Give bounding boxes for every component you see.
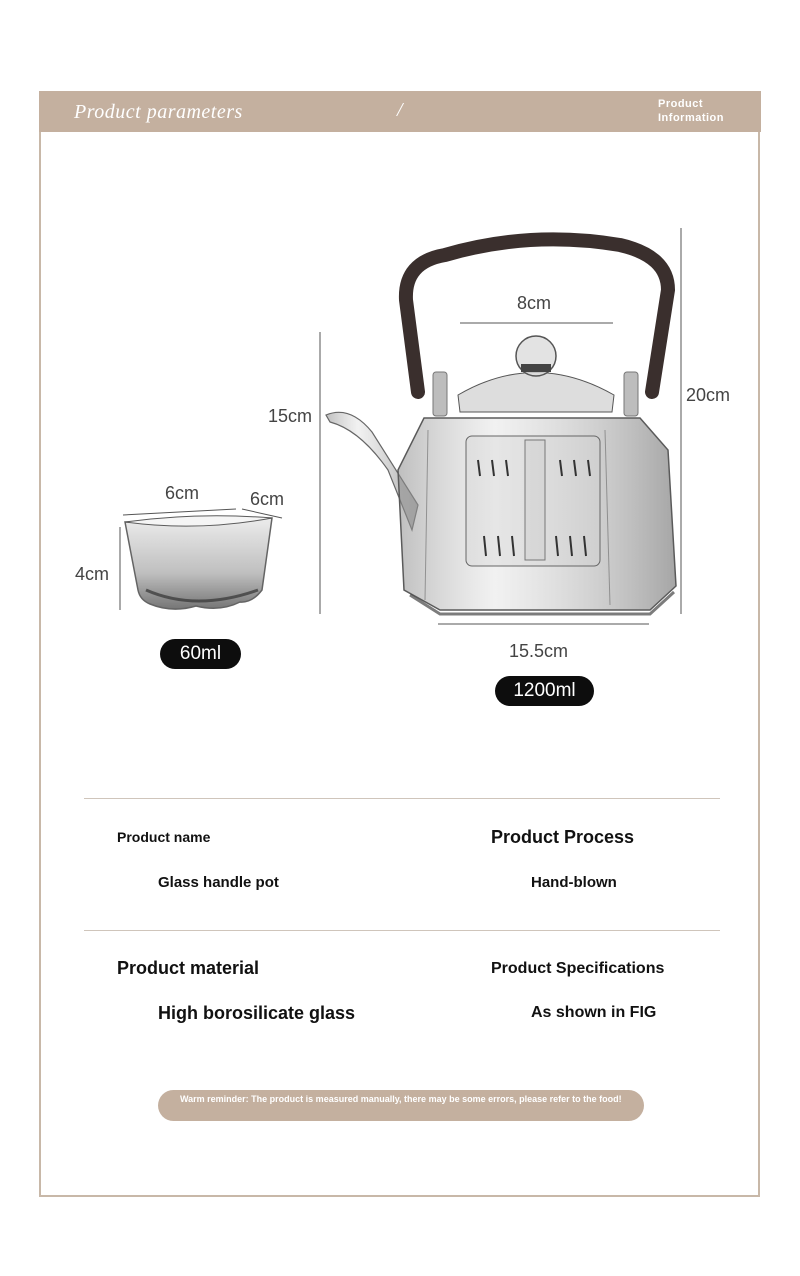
banner-right-line1: Product (658, 98, 704, 110)
product-process-value: Hand-blown (531, 874, 617, 891)
product-specifications-label: Product Specifications (491, 960, 665, 977)
product-name-label: Product name (117, 829, 211, 845)
pot-capacity-badge: 1200ml (495, 676, 594, 706)
warm-reminder-note: Warm reminder: The product is measured manually, there may be some errors, please refer to the food! (158, 1090, 644, 1121)
product-name-value: Glass handle pot (158, 874, 279, 891)
cup-width-label: 6cm (165, 483, 200, 503)
pot-lid-width-label: 8cm (517, 293, 552, 313)
banner-title: Product parameters (74, 101, 243, 123)
product-process-label: Product Process (491, 827, 635, 847)
product-material-value: High borosilicate glass (158, 1003, 356, 1023)
pot-total-height-label: 20cm (686, 385, 731, 405)
glass-teapot (326, 239, 676, 614)
cup-capacity-badge: 60ml (160, 639, 241, 669)
cup-height-label: 4cm (75, 564, 110, 584)
glass-cup (125, 516, 272, 609)
pot-bottom-width-label: 15.5cm (509, 641, 569, 661)
divider-top (84, 798, 720, 799)
banner-right-line2: Information (658, 112, 724, 124)
product-specifications-value: As shown in FIG (531, 1004, 657, 1021)
banner-separator: / (397, 99, 403, 121)
cup-depth-label: 6cm (250, 489, 285, 509)
pot-body-height-label: 15cm (268, 406, 313, 426)
divider-middle (84, 930, 720, 931)
product-material-label: Product material (117, 958, 260, 978)
